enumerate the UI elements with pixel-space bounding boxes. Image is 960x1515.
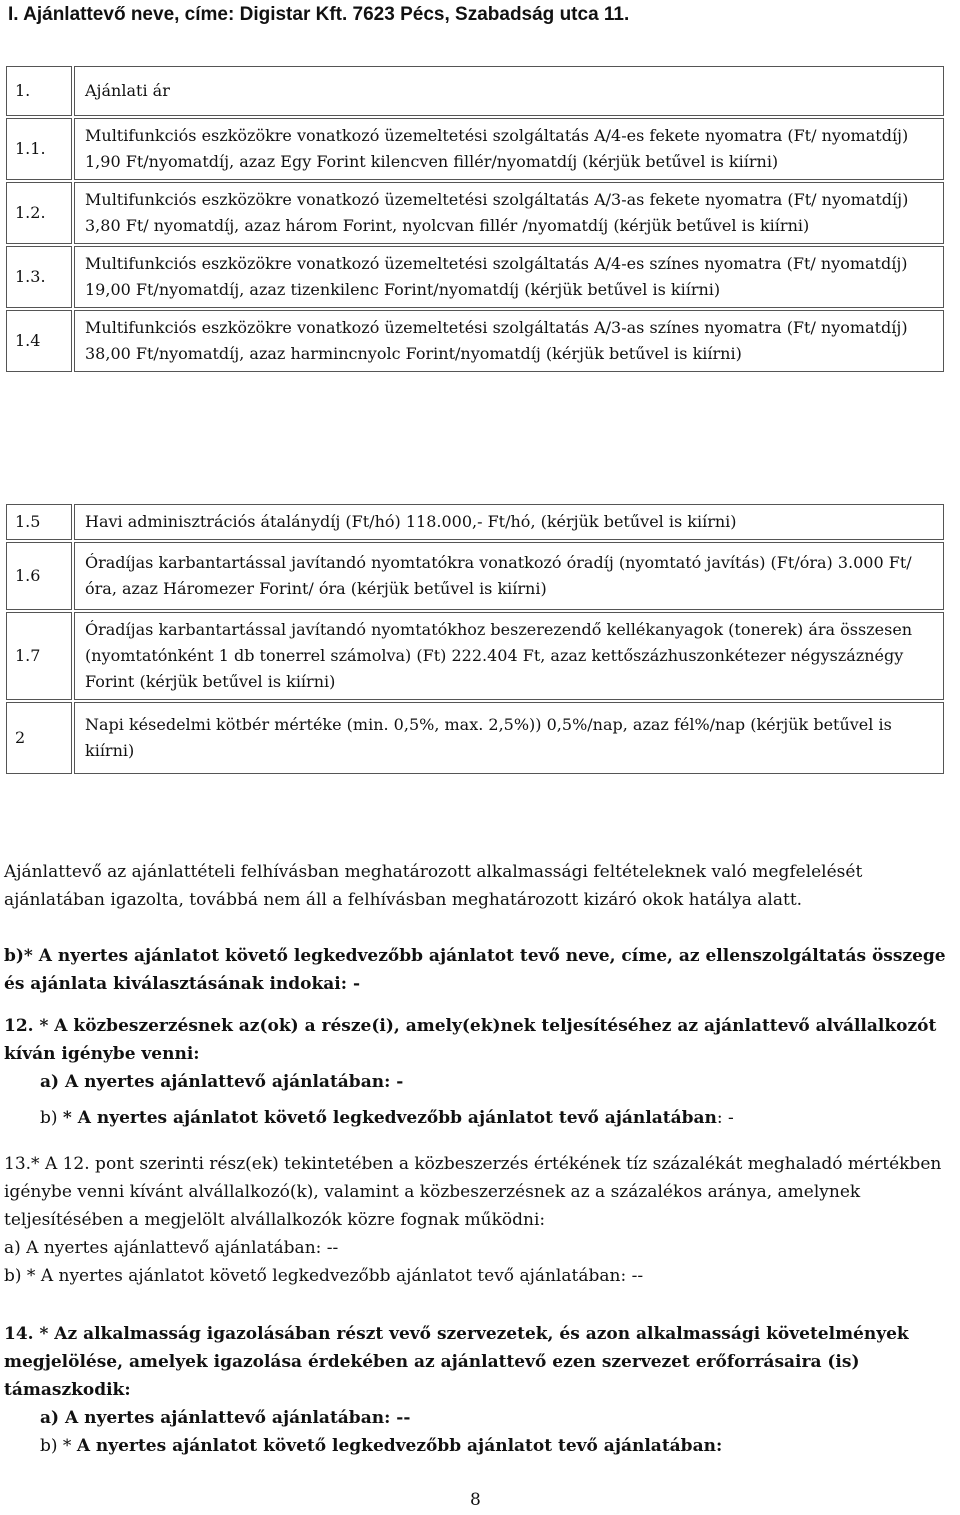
- section-13: [4, 1150, 954, 1290]
- row-text: Ajánlati ár: [74, 66, 944, 116]
- row-number: 1.7: [6, 612, 72, 700]
- row-text: Multifunkciós eszközökre vonatkozó üzemeltetési szolgáltatás A/4-es fekete nyomatra (Ft/ nyomatdíj) 1,90 Ft/nyomatdíj, azaz Egy Forint kilencven fillér/nyomatdíj (kérjük betűvel is kiírni): [74, 118, 944, 180]
- section-14: [4, 1320, 954, 1460]
- row-text: Óradíjas karbantartással javítandó nyomtatókra vonatkozó óradíj (nyomtató javítás) (Ft/óra) 3.000 Ft/óra, azaz Háromezer Forint/ óra (kérjük betűvel is kiírni): [74, 542, 944, 610]
- table-row: [6, 246, 944, 308]
- fees-table: [4, 502, 946, 776]
- section-12-item-a: a) A nyertes ajánlattevő ajánlatában: -: [40, 1072, 404, 1092]
- table-row: [6, 702, 944, 774]
- section-13-item-b: b) * A nyertes ajánlatot követő legkedvezőbb ajánlatot tevő ajánlatában: --: [4, 1266, 644, 1286]
- section-13-prefix: 13.* A 12.: [4, 1154, 90, 1174]
- section-12-title: 12. * A közbeszerzésnek az(ok) a része(i), amely(ek)nek teljesítéséhez az ajánlattevő alvállalkozót kíván igénybe venni:: [4, 1016, 937, 1064]
- row-number: 1.4: [6, 310, 72, 372]
- row-number: 1.6: [6, 542, 72, 610]
- compliance-paragraph: Ajánlattevő az ajánlattételi felhívásban meghatározott alkalmassági feltételeknek való megfelelését ajánlatában igazolta, továbbá nem áll a felhívásban meghatározott kizáró okok hatálya alatt.: [4, 862, 863, 910]
- runner-up-paragraph: b)* A nyertes ajánlatot követő legkedvezőbb ajánlatot tevő neve, címe, az ellenszolgáltatás összege és ajánlata kiválasztásának indokai: -: [4, 946, 946, 994]
- table-row: [6, 504, 944, 540]
- table-row: [6, 66, 944, 116]
- section-14-title: 14. * Az alkalmasság igazolásában részt vevő szervezetek, és azon alkalmassági követelmények megjelölése, amelyek igazolása érdekében az ajánlattevő ezen szervezet erőforrásaira (is) támaszkodik:: [4, 1324, 909, 1400]
- section-13-body: pont szerinti rész(ek) tekintetében a közbeszerzés értékének tíz százalékát meghaladó mértékben igénybe venni kívánt alvállalkozó(k), valamint a közbeszerzésnek az a százalékos aránya, amelynek teljesítésében a megjelölt alvállalkozók közre fognak működni:: [4, 1154, 942, 1230]
- section-14-item-a: a) A nyertes ajánlattevő ajánlatában: --: [40, 1408, 411, 1428]
- row-number: 1.: [6, 66, 72, 116]
- table-row: [6, 182, 944, 244]
- document-heading: I. Ajánlattevő neve, címe: Digistar Kft. 7623 Pécs, Szabadság utca 11.: [8, 4, 630, 25]
- row-number: 1.2.: [6, 182, 72, 244]
- section-12: [4, 1012, 954, 1132]
- table-row: [6, 310, 944, 372]
- row-text: Napi késedelmi kötbér mértéke (min. 0,5%, max. 2,5%)) 0,5%/nap, azaz fél%/nap (kérjük betűvel is kiírni): [74, 702, 944, 774]
- item-b-prefix: b) *: [40, 1436, 77, 1456]
- section-13-item-a: a) A nyertes ajánlattevő ajánlatában: --: [4, 1238, 339, 1258]
- item-b-text: A nyertes ajánlatot követő legkedvezőbb ajánlatot tevő ajánlatában:: [76, 1436, 723, 1456]
- row-text: Multifunkciós eszközökre vonatkozó üzemeltetési szolgáltatás A/4-es színes nyomatra (Ft/ nyomatdíj) 19,00 Ft/nyomatdíj, azaz tizenkilenc Forint/nyomatdíj (kérjük betűvel is kiírni): [74, 246, 944, 308]
- section-13-text: [4, 1150, 954, 1234]
- section-12-item-b: [4, 1104, 954, 1132]
- row-number: 1.3.: [6, 246, 72, 308]
- section-14-item-b: [4, 1432, 954, 1460]
- table-row: [6, 118, 944, 180]
- page-number: 8: [470, 1490, 481, 1510]
- item-b-text: * A nyertes ajánlatot követő legkedvezőbb ajánlatot tevő ajánlatában: [62, 1108, 717, 1128]
- item-b-prefix: b): [40, 1108, 63, 1128]
- row-number: 1.1.: [6, 118, 72, 180]
- row-number: 1.5: [6, 504, 72, 540]
- price-table: [4, 64, 946, 374]
- row-text: Multifunkciós eszközökre vonatkozó üzemeltetési szolgáltatás A/3-as színes nyomatra (Ft/ nyomatdíj) 38,00 Ft/nyomatdíj, azaz harmincnyolc Forint/nyomatdíj (kérjük betűvel is kiírni): [74, 310, 944, 372]
- table-row: [6, 542, 944, 610]
- row-number: 2: [6, 702, 72, 774]
- table-row: [6, 612, 944, 700]
- row-text: Óradíjas karbantartással javítandó nyomtatókhoz beszerezendő kellékanyagok (tonerek) ára összesen (nyomtatónként 1 db tonerrel számolva) (Ft) 222.404 Ft, azaz kettőszázhuszonkétezer négyszáznégy Forint (kérjük betűvel is kiírni): [74, 612, 944, 700]
- row-text: Havi adminisztrációs átalánydíj (Ft/hó) 118.000,- Ft/hó, (kérjük betűvel is kiírni): [74, 504, 944, 540]
- item-b-suffix: : -: [716, 1108, 734, 1128]
- row-text: Multifunkciós eszközökre vonatkozó üzemeltetési szolgáltatás A/3-as fekete nyomatra (Ft/ nyomatdíj) 3,80 Ft/ nyomatdíj, azaz három Forint, nyolcvan fillér /nyomatdíj (kérjük betűvel is kiírni): [74, 182, 944, 244]
